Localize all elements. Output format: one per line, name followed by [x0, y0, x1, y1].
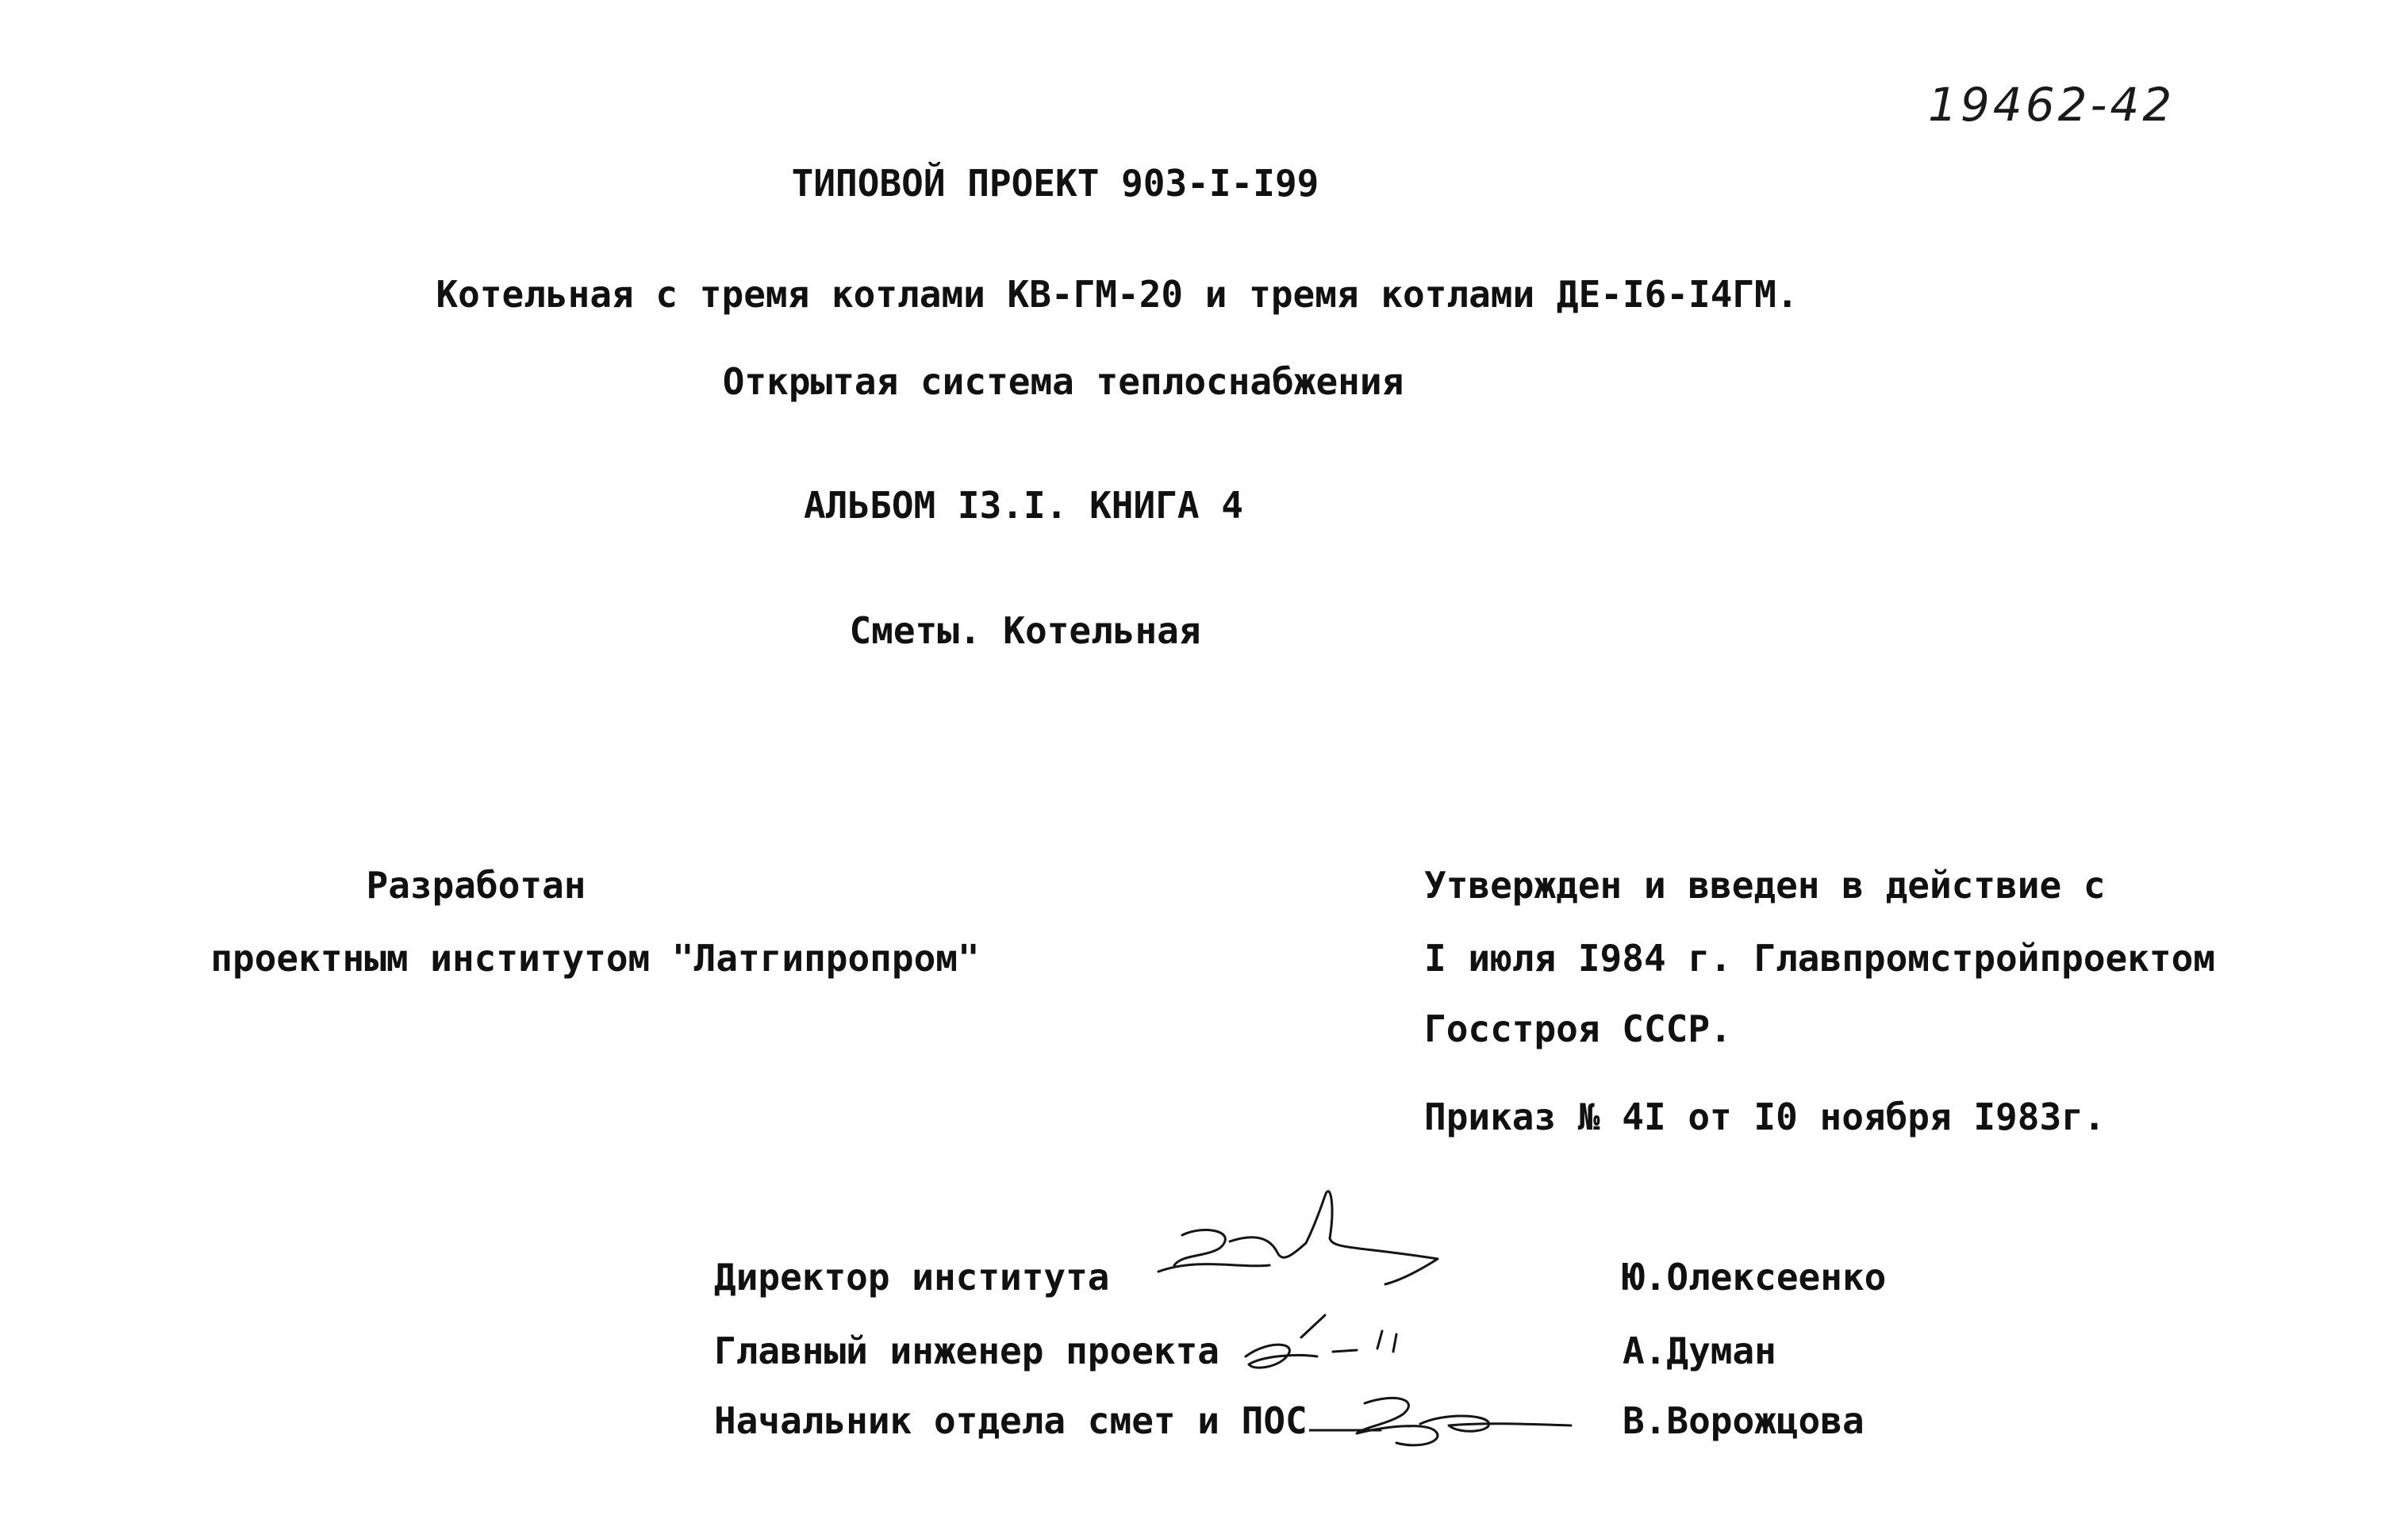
- director-signature: [1150, 1186, 1452, 1305]
- approval-line1: Утвержден и введен в действие с: [1424, 864, 2106, 907]
- album-label: АЛЬБОМ I3.I. КНИГА 4: [804, 484, 1243, 527]
- approval-line3: Госстроя СССР.: [1424, 1007, 1732, 1050]
- signature-role-director: Директор института: [714, 1256, 1110, 1299]
- signature-name-estimates-head: В.Ворожцова: [1623, 1399, 1865, 1442]
- signature-name-director: Ю.Олексеенко: [1623, 1256, 1887, 1299]
- system-subtitle: Открытая система теплоснабжения: [722, 360, 1404, 403]
- estimates-head-signature: [1309, 1376, 1579, 1456]
- signature-role-chief-engineer: Главный инженер проекта: [714, 1329, 1219, 1372]
- subject-label: Сметы. Котельная: [849, 609, 1201, 652]
- developer-line2: проектным институтом "Латгипропром": [210, 937, 980, 980]
- chief-engineer-signature: [1238, 1301, 1444, 1388]
- project-header: ТИПОВОЙ ПРОЕКТ 903-I-I99: [791, 162, 1319, 205]
- document-title: Котельная с тремя котлами КВ-ГМ-20 и тремя котлами ДЕ-I6-I4ГМ.: [436, 273, 1799, 316]
- signature-role-estimates-head: Начальник отдела смет и ПОС: [714, 1399, 1308, 1442]
- approval-line2: I июля I984 г. Главпромстройпроектом: [1424, 937, 2215, 980]
- archive-number: 19462-42: [1928, 78, 2176, 132]
- approval-order: Приказ № 4I от I0 ноября I983г.: [1424, 1095, 2106, 1138]
- developer-line1: Разработан: [366, 864, 586, 907]
- signature-name-chief-engineer: А.Думан: [1623, 1329, 1776, 1372]
